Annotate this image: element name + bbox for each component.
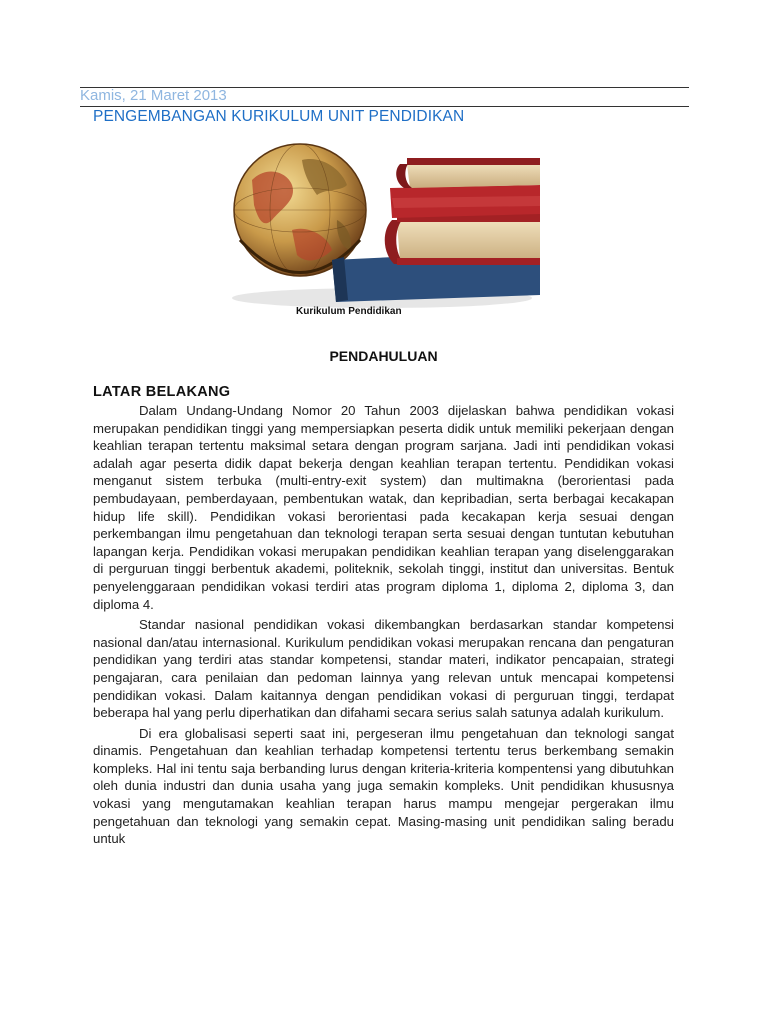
post-date: Kamis, 21 Maret 2013 (80, 87, 227, 104)
paragraph: Dalam Undang-Undang Nomor 20 Tahun 2003 dijelaskan bahwa pendidikan vokasi merupakan pendidikan tinggi yang mempersiapkan peserta didik untuk memiliki pekerjaan dengan keahlian terapan tertentu maksimal setara dengan program sarjana. Jadi inti pendidikan vokasi adalah agar peserta didik dapat bekerja dengan keahlian terapan tertentu. Pendidikan vokasi menganut sistem terbuka (multi-entry-exit system) dan multimakna (berorientasi pada pembudayaan, pemberdayaan, pembentukan watak, dan kepribadian, serta berbagai kecakapan hidup life skill). Pendidikan vokasi berorientasi pada kecakapan kerja sesuai dengan perkembangan ilmu pengetahuan dan teknologi terapan serta sesuai dengan tuntutan kebutuhan lapangan kerja. Pendidikan vokasi merupakan pendidikan keahlian terapan yang diselenggarakan di perguruan tinggi berbentuk akademi, politeknik, sekolah tinggi, institut dan universitas. Bentuk penyelenggaraan pendidikan vokasi terdiri atas program diploma 1, diploma 2, diploma 3, dan diploma 4. (93, 403, 674, 612)
header-rule (80, 106, 689, 107)
globe (234, 144, 366, 276)
subsection-heading: LATAR BELAKANG (93, 384, 231, 400)
body-text (93, 402, 674, 848)
paragraph: Di era globalisasi seperti saat ini, pergeseran ilmu pengetahuan dan teknologi sangat dinamis. Pengetahuan dan keahlian terhadap kompetensi tertentu terus berkembang semakin kompleks. Hal ini tentu saja berbanding lurus dengan kriteria-kriteria kompentensi yang dibutuhkan oleh dunia industri dan dunia usaha yang juga semakin kompleks. Unit pendidikan khususnya vokasi yang mengutamakan keahlian terapan harus mampu mengejar pergerakan ilmu pengetahuan dan teknologi yang semakin cepat. Masing-masing unit pendidikan saling beradu untuk (93, 725, 674, 847)
globe-and-books-image (232, 130, 540, 320)
paragraph: Standar nasional pendidikan vokasi dikembangkan berdasarkan standar kompetensi nasional dan/atau internasional. Kurikulum pendidikan vokasi merupakan rencana dan pengaturan pendidikan yang terdiri atas standar kompetensi, standar materi, indikator pencapaian, strategi pengajaran, cara penilaian dan pedoman lainnya yang relevan untuk mencapai kompetensi pendidikan vokasi. Dalam kaitannya dengan pendidikan vokasi di perguruan tinggi, terdapat beberapa hal yang perlu diperhatikan dan difahami secara serius salah satunya adalah kurikulum. (93, 617, 674, 721)
figure-caption: Kurikulum Pendidikan (296, 306, 402, 317)
post-title: PENGEMBANGAN KURIKULUM UNIT PENDIDIKAN (93, 108, 465, 125)
section-heading: PENDAHULUAN (329, 348, 438, 364)
